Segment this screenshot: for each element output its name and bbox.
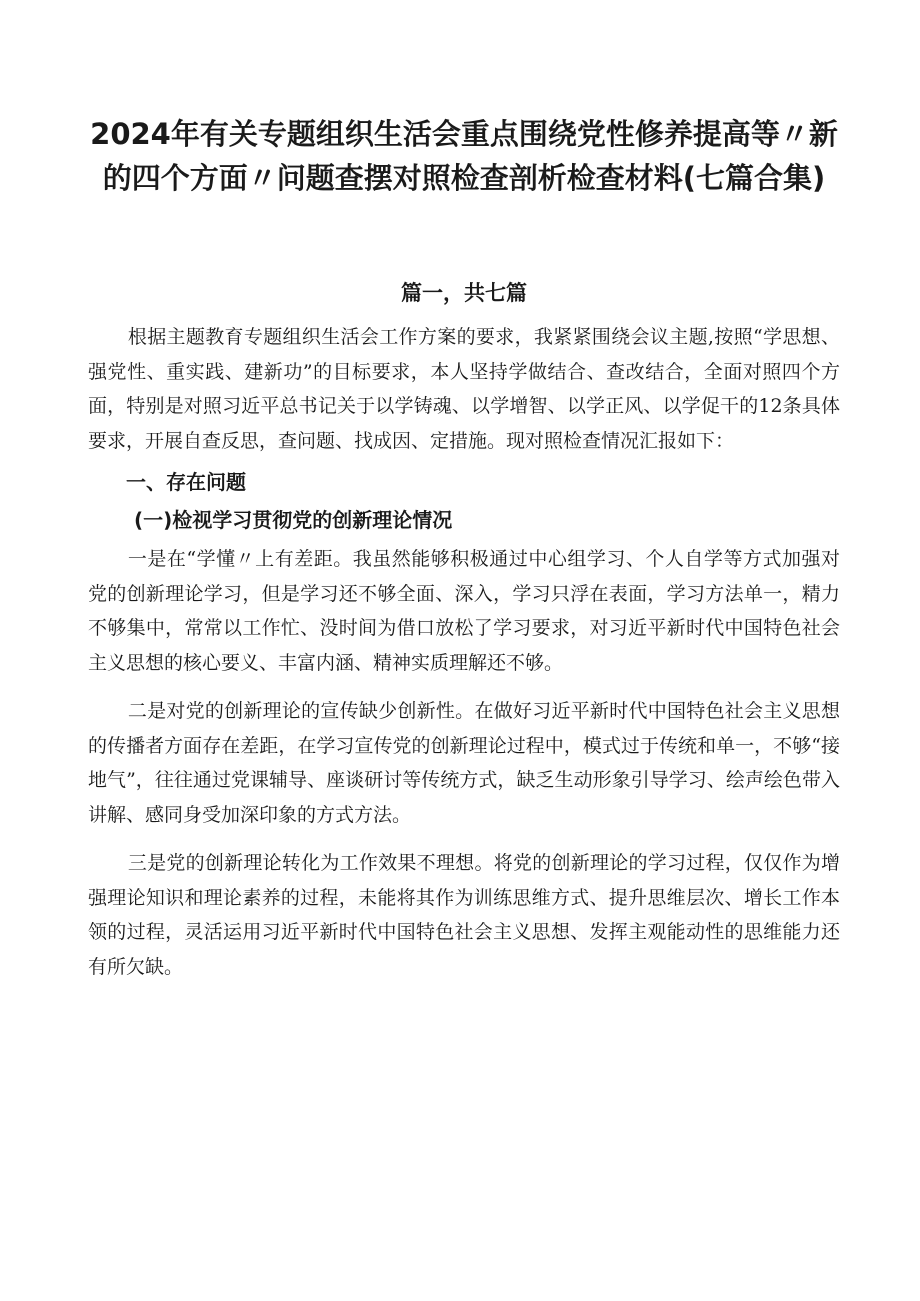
body-paragraph-1: 一是在“学懂〃上有差距。我虽然能够积极通过中心组学习、个人自学等方式加强对党的创新理论学习，但是学习还不够全面、深入，学习只浮在表面，学习方法单一，精力不够集中，常常以工作忙、没时间为借口放松了学习要求，对习近平新时代中国特色社会主义思想的核心要义、丰富内涵、精神实质理解还不够。 — [88, 548, 840, 674]
heading-level2: (一)检视学习贯彻党的创新理论情况 — [134, 508, 453, 532]
heading-level1: 一、存在问题 — [126, 470, 246, 494]
body-paragraph-2: 二是对党的创新理论的宣传缺少创新性。在做好习近平新时代中国特色社会主义思想的传播者方面存在差距，在学习宣传党的创新理论过程中，模式过于传统和单一，不够“接地气”，往往通过党课辅导、座谈研讨等传统方式，缺乏生动形象引导学习、绘声绘色带入讲解、感同身受加深印象的方式方法。 — [88, 700, 840, 826]
body-paragraph-3: 三是党的创新理论转化为工作效果不理想。将党的创新理论的学习过程，仅仅作为增强理论知识和理论素养的过程，未能将其作为训练思维方式、提升思维层次、增长工作本领的过程，灵活运用习近平新时代中国特色社会主义思想、发挥主观能动性的思维能力还有所欠缺。 — [88, 852, 840, 978]
intro-paragraph: 根据主题教育专题组织生活会工作方案的要求，我紧紧围绕会议主题,按照“学思想、强党性、重实践、建新功”的目标要求，本人坚持学做结合、查改结合，全面对照四个方面，特别是对照习近平总书记关于以学铸魂、以学增智、以学正风、以学促干的12条具体要求，开展自查反思，查问题、找成因、定措施。现对照检查情况汇报如下： — [88, 326, 840, 452]
section-heading: 篇一，共七篇 — [401, 281, 527, 305]
document-title: 2024年有关专题组织生活会重点围绕党性修养提高等〃新的四个方面〃问题查摆对照检查剖析检查材料(七篇合集) — [90, 117, 838, 195]
